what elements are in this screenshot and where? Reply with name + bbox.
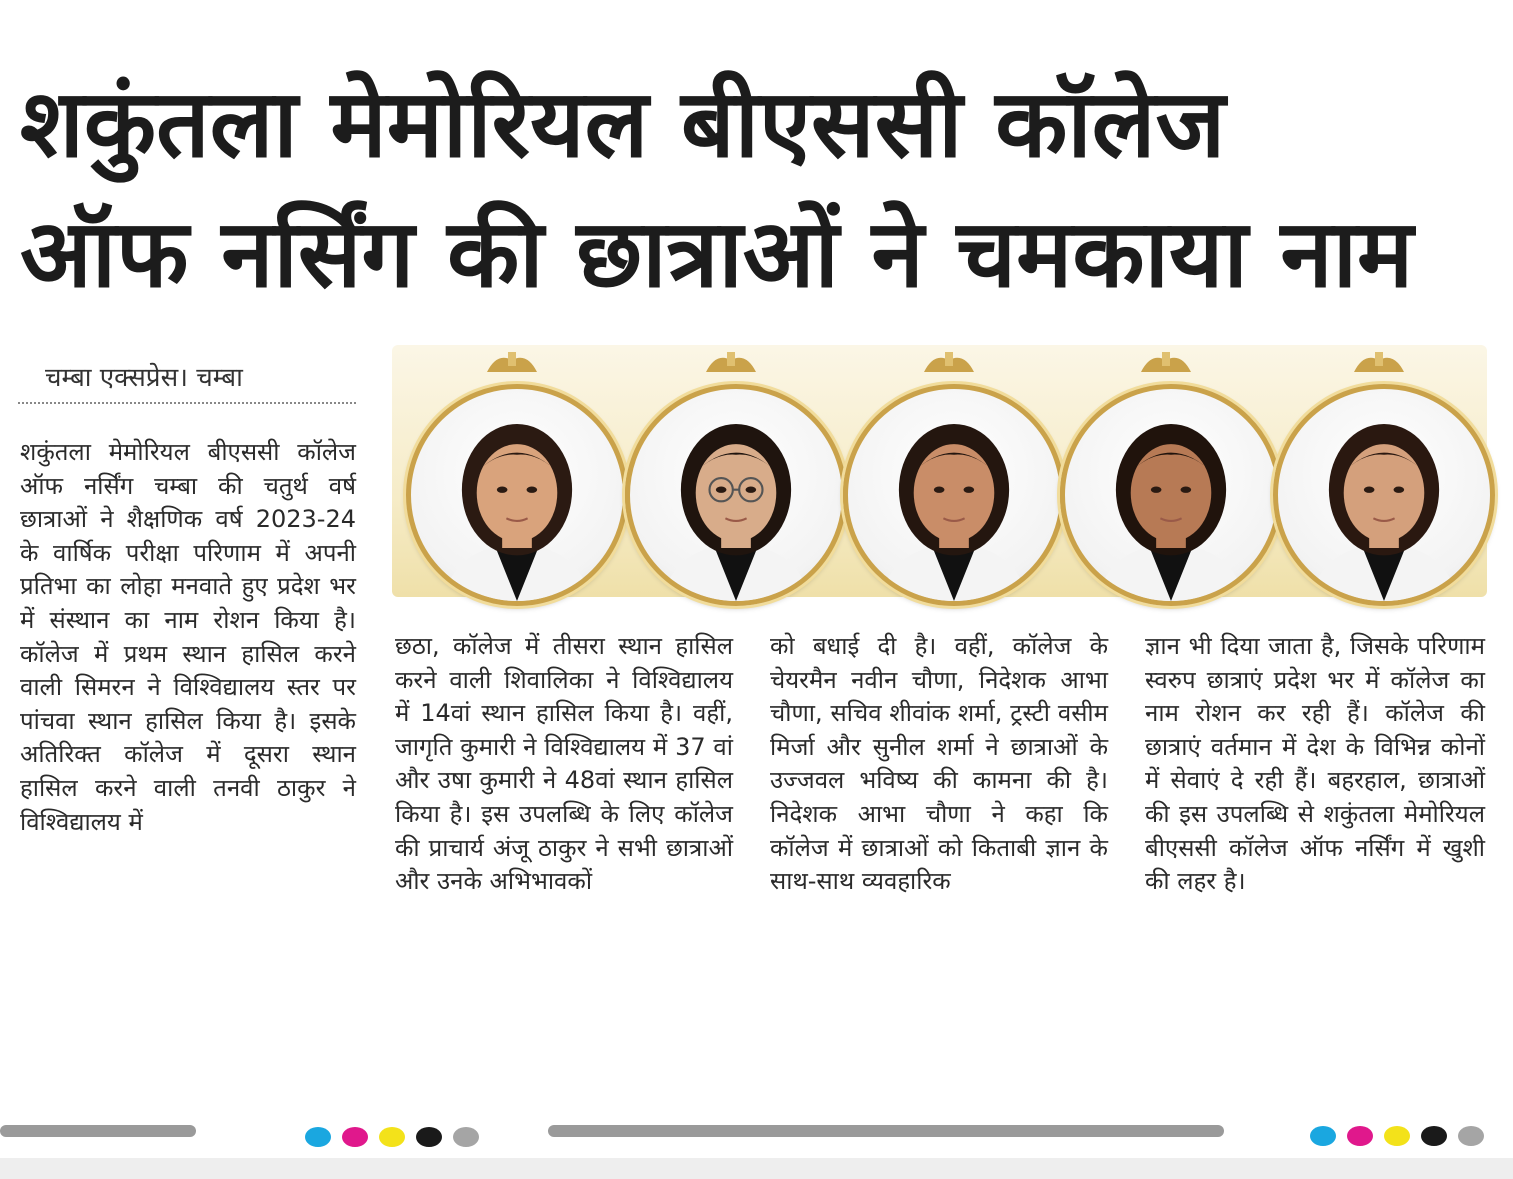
headline-line-2: ऑफ नर्सिंग की छात्राओं ने चमकाया नाम [20,200,1414,309]
dateline: चम्बा एक्सप्रेस। चम्बा [45,363,243,393]
headline [20,60,1490,320]
student-portrait-icon [406,384,628,606]
bottom-strip [0,1158,1513,1179]
footer-rule-left [0,1125,196,1137]
student-portrait-icon [843,384,1065,606]
registration-dot [1347,1126,1373,1146]
frame-crest-icon [1349,350,1409,374]
registration-dot [1458,1126,1484,1146]
registration-dot [453,1127,479,1147]
footer-rule-center [548,1125,1224,1137]
student-portrait-icon [1273,384,1495,606]
article-column-1: शकुंतला मेमोरियल बीएससी कॉलेज ऑफ नर्सिंग चम्बा की चतुर्थ वर्ष छात्राओं ने शैक्षणिक वर्ष 2023-24 के वार्षिक परीक्षा परिणाम में अपनी प्रतिभा का लोहा मनवाते हुए प्रदेश भर में संस्थान का नाम रोशन किया है। कॉलेज में प्रथम स्थान हासिल करने वाली सिमरन ने विश्विद्यालय स्तर पर पांचवा स्थान हासिल किया है। इसके अतिरिक्त कॉलेज में दूसरा स्थान हासिल करने वाली तनवी ठाकुर ने विश्विद्यालय में [20,438,356,836]
registration-dot [342,1127,368,1147]
student-portrait-icon [625,384,847,606]
registration-dot [1384,1126,1410,1146]
headline-line-1: शकुंतला मेमोरियल बीएससी कॉलेज [20,70,1226,179]
registration-dot [305,1127,331,1147]
article-column-4: ज्ञान भी दिया जाता है, जिसके परिणाम स्वरुप छात्राएं प्रदेश भर में कॉलेज का नाम रोशन कर रही हैं। कॉलेज की छात्राएं वर्तमान में देश के विभिन्न कोनों में सेवाएं दे रही हैं। बहरहाल, छात्राओं की इस उपलब्धि से शकुंतला मेमोरियल बीएससी कॉलेज ऑफ नर्सिंग में खुशी की लहर है। [1145,632,1485,896]
article-column-2: छठा, कॉलेज में तीसरा स्थान हासिल करने वाली शिवालिका ने विश्विद्यालय में 14वां स्थान हासिल किया है। वहीं, जागृति कुमारी ने विश्विद्यालय में 37 वां और उषा कुमारी ने 48वां स्थान हासिल किया है। इस उपलब्धि के लिए कॉलेज की प्राचार्य अंजू ठाकुर ने सभी छात्राओं और उनके अभिभावकों [395,632,733,896]
registration-dot [1421,1126,1447,1146]
article-column-3: को बधाई दी है। वहीं, कॉलेज के चेयरमैन नवीन चौणा, निदेशक आभा चौणा, सचिव शीवांक शर्मा, ट्रस्टी वसीम मिर्जा और सुनील शर्मा ने छात्राओं के उज्जवल भविष्य की कामना की है। निदेशक आभा चौणा ने कहा कि कॉलेज में छात्राओं को किताबी ज्ञान के साथ-साथ व्यवहारिक [770,632,1108,896]
frame-crest-icon [701,350,761,374]
student-portrait-icon [1060,384,1282,606]
registration-dot [379,1127,405,1147]
frame-crest-icon [1136,350,1196,374]
frame-crest-icon [919,350,979,374]
registration-dot [416,1127,442,1147]
frame-crest-icon [482,350,542,374]
dateline-divider [18,402,356,404]
registration-dot [1310,1126,1336,1146]
